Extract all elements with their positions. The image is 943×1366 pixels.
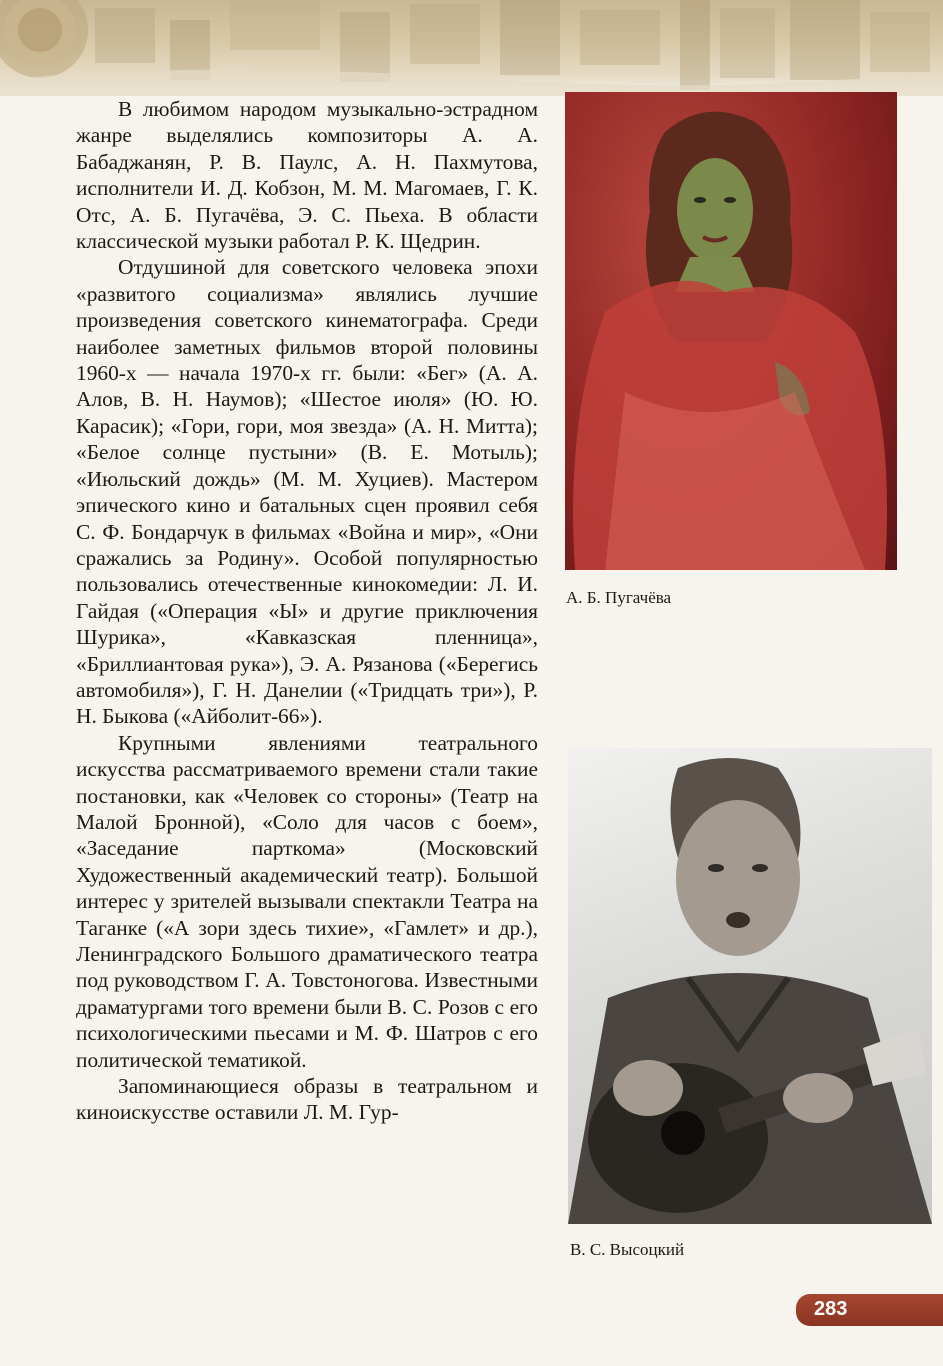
photo-pugacheva: [565, 92, 897, 570]
paragraph-theatre: Крупными явлениями театрального искусства рассматриваемого времени стали такие постановки, как «Человек со стороны» (Театр на Малой Бронной), «Соло для часов с боем», «Заседание парткома» (Московский Художественный академический театр). Большой интерес у зрителей вызывали спектакли Театра на Таганке («А зори здесь тихие», «Гамлет» и др.), Ленинградского Большого драматического театра под руководством Г. А. Товстоногова. Известными драматургами того времени были В. С. Розов с его психологическими пьесами и М. Ф. Шатров с его политической тематикой.: [76, 730, 538, 1072]
header-illustration: [0, 0, 943, 96]
caption-vysotsky: В. С. Высоцкий: [570, 1240, 685, 1259]
caption-pugacheva: А. Б. Пугачёва: [566, 588, 672, 607]
page-number-tab: [796, 1294, 943, 1326]
portrait-vysotsky-image: [568, 748, 932, 1224]
photo-vysotsky: [568, 748, 932, 1224]
portrait-pugacheva-image: [565, 92, 897, 570]
paragraph-actors: Запоминающиеся образы в театральном и киноискусстве оставили Л. М. Гур-: [76, 1074, 538, 1125]
main-text-column: [76, 96, 538, 1126]
decorative-header-band: [0, 0, 943, 96]
paragraph-music: В любимом народом музыкально-эстрадном жанре выделялись композиторы А. А. Бабаджанян, Р. В. Паулс, А. Н. Пахмутова, исполнители И. Д. Кобзон, М. М. Магомаев, Г. К. Отс, А. Б. Пугачёва, Э. С. Пьеха. В области классической музыки работал Р. К. Щедрин.: [76, 97, 538, 254]
page-number: 283: [814, 1298, 848, 1320]
paragraph-cinema: Отдушиной для советского человека эпохи «развитого социализма» являлись лучшие произведения советского кинематографа. Среди наиболее заметных фильмов второй половины 1960-х — начала 1970-х гг. были: «Бег» (А. А. Алов, В. Н. Наумов); «Шестое июля» (Ю. Ю. Карасик); «Гори, гори, моя звезда» (А. Н. Митта); «Белое солнце пустыни» (В. Е. Мотыль); «Июльский дождь» (М. М. Хуциев). Мастером эпического кино и батальных сцен проявил себя С. Ф. Бондарчук в фильмах «Война и мир», «Они сражались за Родину». Особой популярностью пользовались отечественные кинокомедии: Л. И. Гайдая («Операция «Ы» и другие приключения Шурика», «Кавказская пленница», «Бриллиантовая рука»), Э. А. Рязанова («Берегись автомобиля»), Г. Н. Данелии («Тридцать три»), Р. Н. Быкова («Айболит-66»).: [76, 255, 538, 729]
